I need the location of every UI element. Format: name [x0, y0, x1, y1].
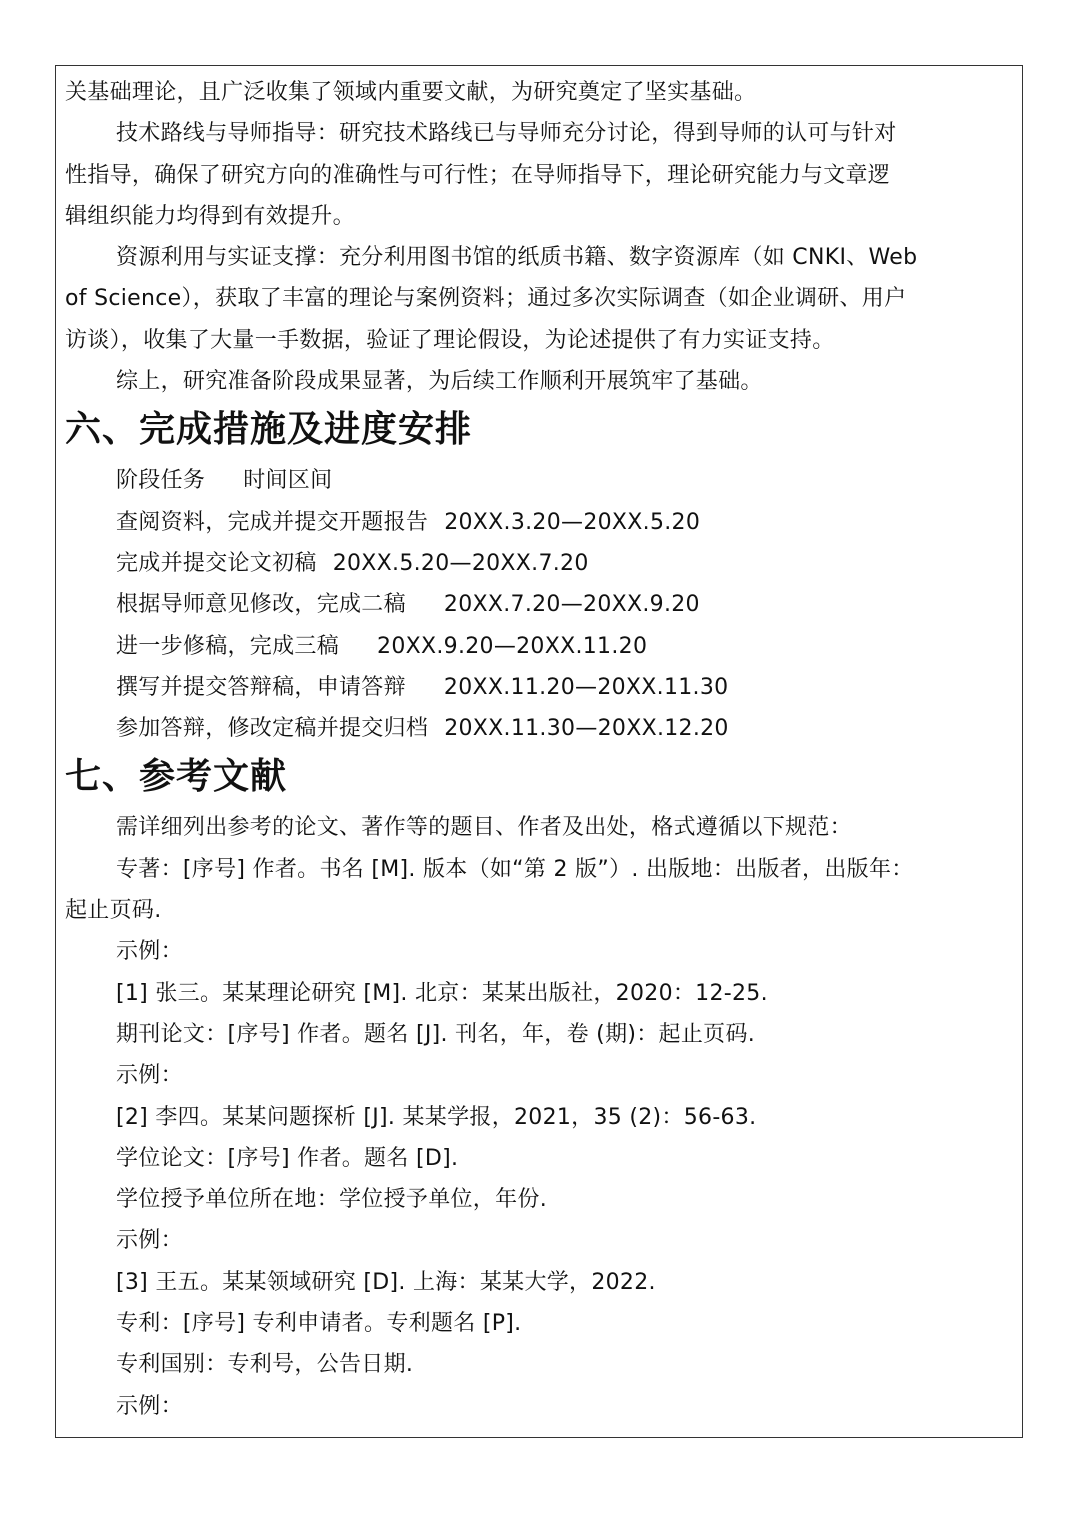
schedule-row: [65, 584, 1013, 625]
tech-route-paragraph-line-2: 性指导，确保了研究方向的准确性与可行性；在导师指导下，理论研究能力与文章逻: [65, 162, 891, 188]
schedule-task: 根据导师意见修改，完成二稿: [116, 592, 406, 618]
schedule-row: [65, 502, 1013, 543]
schedule-time: 20XX.11.20—20XX.11.30: [443, 674, 729, 700]
schedule-row: [65, 626, 1013, 667]
schedule-time: 20XX.5.20—20XX.7.20: [332, 550, 589, 576]
example-label: 示例：: [116, 1393, 183, 1419]
document-content: [56, 66, 1022, 1427]
section-heading-schedule: 六、完成措施及进度安排: [65, 409, 473, 451]
schedule-task: 撰写并提交答辩稿，申请答辩: [116, 674, 406, 700]
example-label: 示例：: [116, 1228, 183, 1254]
patent-format-line-2: 专利国别：专利号，公告日期.: [116, 1352, 414, 1378]
schedule-time: 20XX.3.20—20XX.5.20: [444, 509, 701, 535]
schedule-header-row: [65, 460, 1013, 501]
schedule-time: 20XX.9.20—20XX.11.20: [377, 633, 648, 659]
summary-paragraph: 综上，研究准备阶段成果显著，为后续工作顺利开展筑牢了基础。: [116, 369, 763, 395]
schedule-task: 完成并提交论文初稿: [116, 550, 317, 576]
example-label: 示例：: [116, 1063, 183, 1089]
resource-paragraph-line-2: of Science），获取了丰富的理论与案例资料；通过多次实际调查（如企业调研、用户: [65, 286, 907, 312]
example-label: 示例：: [116, 939, 183, 965]
journal-format: 期刊论文：[序号] 作者。题名 [J]. 刊名，年，卷 (期)：起止页码.: [116, 1021, 756, 1047]
schedule-row: [65, 708, 1013, 749]
thesis-format-line-2: 学位授予单位所在地：学位授予单位，年份.: [116, 1187, 547, 1213]
schedule-time: 20XX.11.30—20XX.12.20: [444, 716, 729, 742]
tech-route-paragraph-line-3: 辑组织能力均得到有效提升。: [65, 203, 355, 229]
reference-example-1: [1] 张三。某某理论研究 [M]. 北京：某某出版社，2020：12-25.: [116, 980, 768, 1006]
schedule-row: [65, 667, 1013, 708]
references-intro: 需详细列出参考的论文、著作等的题目、作者及出处，格式遵循以下规范：: [116, 815, 852, 841]
schedule-task: 进一步修稿，完成三稿: [116, 633, 340, 659]
resource-paragraph-line-3: 访谈），收集了大量一手数据，验证了理论假设，为论述提供了有力实证支持。: [65, 327, 835, 353]
document-frame: [55, 65, 1023, 1438]
patent-format-line-1: 专利：[序号] 专利申请者。专利题名 [P].: [116, 1311, 522, 1337]
schedule-row: [65, 543, 1013, 584]
schedule-task: 参加答辩，修改定稿并提交归档: [116, 716, 429, 742]
schedule-header-task: 阶段任务: [116, 468, 206, 494]
monograph-format-line-2: 起止页码.: [65, 898, 162, 924]
schedule-header-time: 时间区间: [243, 468, 333, 494]
reference-example-2: [2] 李四。某某问题探析 [J]. 某某学报，2021，35 (2)：56-63.: [116, 1104, 757, 1130]
schedule-task: 查阅资料，完成并提交开题报告: [116, 509, 429, 535]
reference-example-3: [3] 王五。某某领域研究 [D]. 上海：某某大学，2022.: [116, 1269, 656, 1295]
section-heading-references: 七、参考文献: [65, 756, 288, 798]
schedule-time: 20XX.7.20—20XX.9.20: [443, 592, 700, 618]
monograph-format-line-1: 专著：[序号] 作者。书名 [M]. 版本（如“第 2 版”）. 出版地：出版者，出版年：: [116, 856, 914, 882]
tech-route-paragraph-line-1: 技术路线与导师指导：研究技术路线已与导师充分讨论，得到导师的认可与针对: [116, 121, 897, 147]
thesis-format-line-1: 学位论文：[序号] 作者。题名 [D].: [116, 1145, 459, 1171]
preparation-foundation-line: 关基础理论，且广泛收集了领域内重要文献，为研究奠定了坚实基础。: [65, 80, 757, 105]
resource-paragraph-line-1: 资源利用与实证支撑：充分利用图书馆的纸质书籍、数字资源库（如 CNKI、Web: [116, 245, 918, 271]
